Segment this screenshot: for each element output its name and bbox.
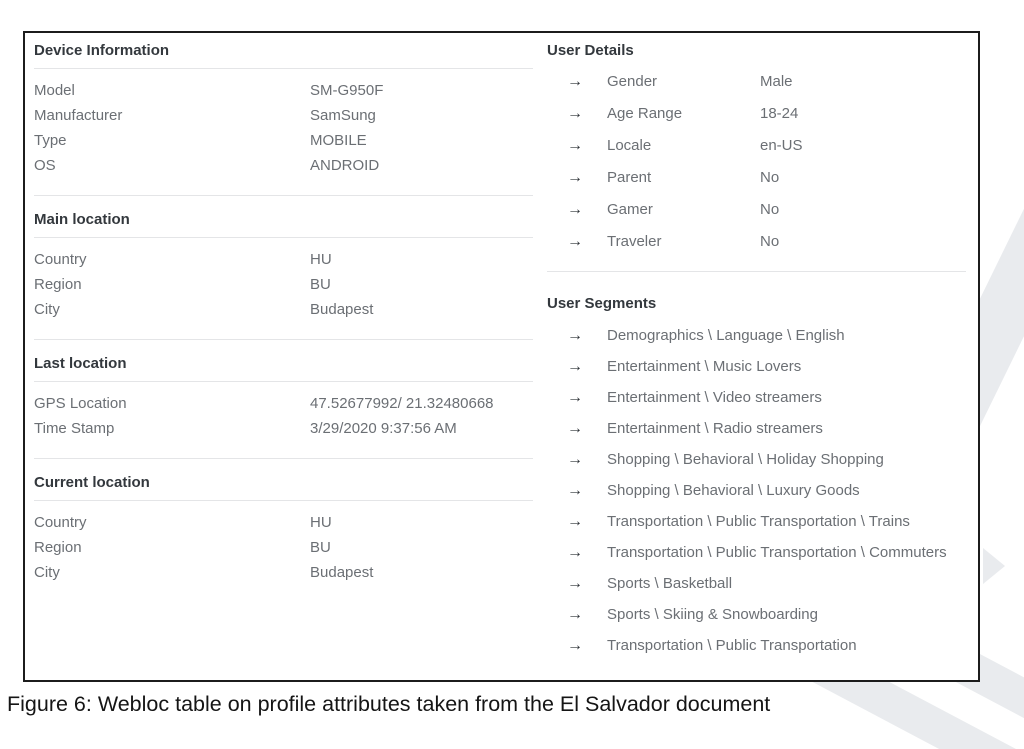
segment-label: Entertainment \ Radio streamers: [607, 420, 823, 437]
list-item: [547, 444, 968, 475]
table-row: [34, 560, 533, 585]
list-item: [547, 413, 968, 444]
arrow-right-icon: →: [567, 606, 583, 623]
row-label: Region: [34, 539, 82, 556]
arrow-right-icon: →: [567, 358, 583, 375]
profile-table-panel: [23, 31, 980, 682]
row-value: 18-24: [760, 105, 799, 122]
table-row: [34, 247, 533, 272]
table-row: [547, 226, 968, 258]
segment-label: Sports \ Skiing & Snowboarding: [607, 606, 818, 623]
row-value: No: [760, 233, 780, 250]
list-item: [547, 537, 968, 568]
table-row: [34, 153, 533, 178]
segment-label: Transportation \ Public Transportation: [607, 637, 857, 654]
segment-label: Shopping \ Behavioral \ Luxury Goods: [607, 482, 860, 499]
arrow-right-icon: →: [567, 73, 583, 90]
row-value: No: [760, 201, 780, 218]
segment-label: Entertainment \ Video streamers: [607, 389, 822, 406]
segment-label: Transportation \ Public Transportation \ Commuters: [607, 544, 947, 561]
table-row: [34, 510, 533, 535]
arrow-right-icon: →: [567, 575, 583, 592]
row-label: Region: [34, 276, 82, 293]
row-label: Parent: [607, 169, 652, 186]
row-label: Time Stamp: [34, 420, 115, 437]
arrow-right-icon: →: [567, 233, 583, 250]
figure-caption: Figure 6: Webloc table on profile attributes taken from the El Salvador document: [7, 692, 771, 716]
table-row: [34, 391, 533, 416]
divider: [34, 381, 533, 382]
table-row: [547, 98, 968, 130]
list-item: [547, 599, 968, 630]
segment-label: Transportation \ Public Transportation \ Trains: [607, 513, 910, 530]
list-item: [547, 630, 968, 661]
row-label: Locale: [607, 137, 652, 154]
table-row: [547, 162, 968, 194]
segment-label: Shopping \ Behavioral \ Holiday Shopping: [607, 451, 884, 468]
arrow-right-icon: →: [567, 105, 583, 122]
table-row: [34, 78, 533, 103]
segment-label: Entertainment \ Music Lovers: [607, 358, 802, 375]
row-value: Budapest: [310, 301, 374, 318]
row-label: City: [34, 564, 60, 581]
table-row: [547, 194, 968, 226]
row-label: GPS Location: [34, 395, 127, 412]
row-value: Male: [760, 73, 793, 90]
divider: [547, 271, 966, 272]
device-location-column: [25, 33, 547, 680]
table-row: [34, 103, 533, 128]
row-value: ANDROID: [310, 157, 380, 174]
segment-label: Demographics \ Language \ English: [607, 327, 845, 344]
row-value: HU: [310, 514, 332, 531]
row-label: Country: [34, 514, 87, 531]
row-label: Gamer: [607, 201, 653, 218]
table-row: [547, 130, 968, 162]
watermark-triangle-icon: [983, 548, 1005, 584]
row-value: 3/29/2020 9:37:56 AM: [310, 420, 457, 437]
arrow-right-icon: →: [567, 169, 583, 186]
divider: [34, 237, 533, 238]
row-value: en-US: [760, 137, 803, 154]
arrow-right-icon: →: [567, 420, 583, 437]
divider: [34, 500, 533, 501]
table-row: [34, 535, 533, 560]
arrow-right-icon: →: [567, 389, 583, 406]
row-label: Type: [34, 132, 67, 149]
row-value: BU: [310, 539, 331, 556]
arrow-right-icon: →: [567, 637, 583, 654]
segment-label: Sports \ Basketball: [607, 575, 733, 592]
user-profile-column: [547, 33, 978, 680]
row-label: Gender: [607, 73, 658, 90]
row-value: No: [760, 169, 780, 186]
section-title-last-location: Last location: [34, 355, 127, 372]
arrow-right-icon: →: [567, 451, 583, 468]
arrow-right-icon: →: [567, 201, 583, 218]
row-value: Budapest: [310, 564, 374, 581]
row-value: HU: [310, 251, 332, 268]
row-label: Country: [34, 251, 87, 268]
section-title-user-details: User Details: [547, 42, 634, 59]
row-label: City: [34, 301, 60, 318]
row-value: SM-G950F: [310, 82, 384, 99]
section-title-user-segments: User Segments: [547, 295, 657, 312]
list-item: [547, 568, 968, 599]
row-value: SamSung: [310, 107, 376, 124]
table-row: [34, 297, 533, 322]
list-item: [547, 351, 968, 382]
arrow-right-icon: →: [567, 544, 583, 561]
row-label: OS: [34, 157, 56, 174]
arrow-right-icon: →: [567, 482, 583, 499]
section-title-main-location: Main location: [34, 211, 130, 228]
table-row: [34, 128, 533, 153]
section-title-device-information: Device Information: [34, 42, 170, 59]
row-label: Age Range: [607, 105, 683, 122]
arrow-right-icon: →: [567, 327, 583, 344]
arrow-right-icon: →: [567, 137, 583, 154]
row-label: Model: [34, 82, 75, 99]
table-row: [34, 272, 533, 297]
divider: [34, 458, 533, 459]
arrow-right-icon: →: [567, 513, 583, 530]
row-label: Manufacturer: [34, 107, 123, 124]
divider: [34, 195, 533, 196]
row-label: Traveler: [607, 233, 662, 250]
row-value: MOBILE: [310, 132, 367, 149]
section-title-current-location: Current location: [34, 474, 150, 491]
divider: [34, 339, 533, 340]
table-row: [34, 416, 533, 441]
list-item: [547, 382, 968, 413]
list-item: [547, 320, 968, 351]
row-value: BU: [310, 276, 331, 293]
divider: [34, 68, 533, 69]
table-row: [547, 66, 968, 98]
list-item: [547, 475, 968, 506]
row-value: 47.52677992/ 21.32480668: [310, 395, 494, 412]
list-item: [547, 506, 968, 537]
